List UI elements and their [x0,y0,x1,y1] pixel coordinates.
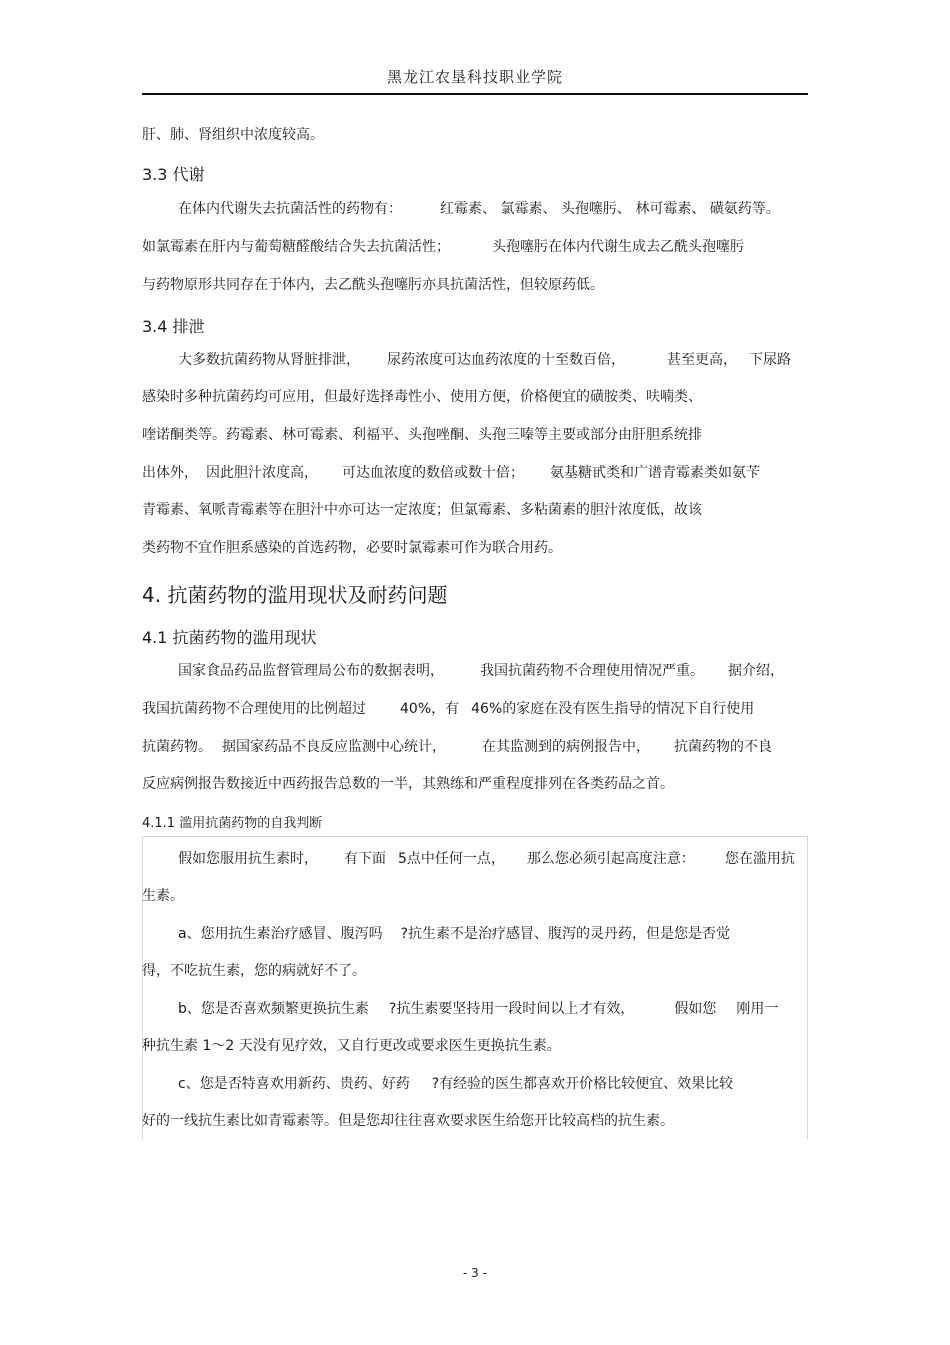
paragraph-line: 与药物原形共同存在于体内，去乙酰头孢噻肟亦具抗菌活性，但较原药低。 [142,277,604,293]
text-span: 有下面 [344,851,386,867]
page-header-title: 黑龙江农垦科技职业学院 [386,68,563,86]
text-span: 头孢噻肟在体内代谢生成去乙酰头孢噻肟 [492,239,744,255]
section-heading-3-4: 3.4 排泄 [142,317,205,336]
text-span: 那么您必须引起高度注意： [526,851,695,867]
text-span: b、您是否喜欢频繁更换抗生素 [178,1001,369,1017]
section-heading-4-1: 4.1 抗菌药物的滥用现状 [142,628,317,647]
subsection-heading-4-1-1: 4.1.1 滥用抗菌药物的自我判断 [142,816,323,831]
paragraph-line: 反应病例报告数接近中西药报告总数的一半，其熟练和严重程度排列在各类药品之首。 [142,776,674,792]
paragraph-line: 喹诺酮类等。药霉素、林可霉素、利福平、头孢唑酮、头孢三嗪等主要或部分由肝胆系统排 [142,427,702,443]
text-span: ?有经验的医生都喜欢开价格比较便宜、效果比较 [431,1076,734,1092]
paragraph-line [178,662,844,680]
text-span: 据国家药品不良反应监测中心统计， [222,739,446,755]
paragraph-line [178,200,844,218]
text-span: 甚至更高， [667,352,737,368]
text-span: 因此胆汁浓度高， [206,465,318,481]
text-span: 我国抗菌药物不合理使用的比例超过 [142,701,366,717]
text-span: 在其监测到的病例报告中， [482,739,650,755]
text-span: 46%的家庭在没有医生指导的情况下自行使用 [471,701,755,717]
text-span: 尿药浓度可达血药浓度的十至数百倍， [387,352,625,368]
text-span: 据介绍， [728,663,784,679]
self-check-box [142,836,808,1139]
text-span: 红霉素、 氯霉素、 头孢噻肟、 林可霉素、 磺氨药等。 [440,201,780,217]
paragraph-line [178,1000,844,1018]
paragraph-line: 种抗生素 1～2 天没有见疗效，又自行更改或要求医生更换抗生素。 [142,1038,561,1054]
text-span: 40%，有 [400,701,460,717]
text-span: 大多数抗菌药物从肾脏排泄， [178,352,360,368]
paragraph-line [178,351,844,369]
paragraph-line: 青霉素、氧哌青霉素等在胆汁中亦可达一定浓度；但氯霉素、多粘菌素的胆汁浓度低，故该 [142,502,702,518]
text-span: 5点中任何一点， [398,851,505,867]
paragraph-line [142,464,808,482]
text-span: 国家食品药品监督管理局公布的数据表明， [178,663,444,679]
text-span: 抗菌药物。 [142,739,212,755]
paragraph-line: 感染时多种抗菌药均可应用，但最好选择毒性小、使用方便，价格便宜的磺胺类、呋喃类、 [142,389,702,405]
text-span: 下尿路 [749,352,791,368]
text-span: 可达血浓度的数倍或数十倍； [342,465,524,481]
text-span: 刚用一 [736,1001,779,1017]
paragraph-line [178,925,844,943]
text-span: ?抗生素要坚持用一段时间以上才有效， [388,1001,635,1017]
text-span: 假如您 [674,1001,717,1017]
text-span: 在体内代谢失去抗菌活性的药物有： [178,201,402,217]
section-heading-3-3: 3.3 代谢 [142,165,205,184]
text-span: c、您是否特喜欢用新药、贵药、好药 [178,1076,410,1092]
paragraph-line [142,738,808,756]
text-span: 抗菌药物的不良 [674,739,772,755]
paragraph-line [142,700,808,718]
text-span: 出体外， [142,465,198,481]
text-span: ?抗生素不是治疗感冒、腹泻的灵丹药，但是您是否觉 [400,926,731,942]
text-span: 氨基糖甙类和广谱青霉素类如氨苄 [550,465,760,481]
paragraph-line: 肝、肺、肾组织中浓度较高。 [142,127,324,143]
chapter-heading-4: 4. 抗菌药物的滥用现状及耐药问题 [142,583,448,607]
header-rule [142,93,808,95]
text-span: 您在滥用抗 [724,851,795,867]
text-span: a、您用抗生素治疗感冒、腹泻吗 [178,926,383,942]
paragraph-line: 好的一线抗生素比如青霉素等。但是您却往往喜欢要求医生给您开比较高档的抗生素。 [142,1113,674,1129]
text-span: 假如您服用抗生素时， [178,851,318,867]
paragraph-line [178,850,844,868]
paragraph-line [142,238,808,256]
paragraph-line: 生素。 [142,888,184,904]
text-span: 如氯霉素在肝内与葡萄糖醛酸结合失去抗菌活性； [142,239,450,255]
paragraph-line [178,1075,844,1093]
paragraph-line: 类药物不宜作胆系感染的首选药物，必要时氯霉素可作为联合用药。 [142,540,562,556]
page-number: - 3 - [463,1266,487,1280]
paragraph-line: 得，不吃抗生素，您的病就好不了。 [142,963,366,979]
text-span: 我国抗菌药物不合理使用情况严重。 [480,663,704,679]
